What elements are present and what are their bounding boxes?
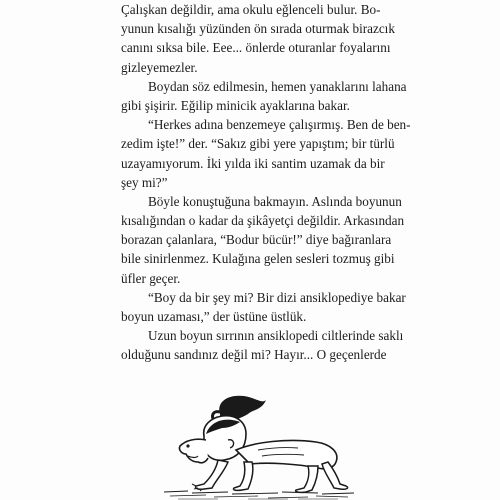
text-line: Boydan söz edilmesin, hemen yanaklarını lahana	[148, 78, 407, 94]
text-line: zedim işte!” der. “Sakız gibi yere yapıştım; bir türlü	[121, 136, 395, 152]
text-line: uzayamıyorum. İki yılda iki santim uzamak da bir	[121, 155, 385, 171]
text-line: olduğunu sandınız değil mi? Hayır... O geçenlerde	[121, 347, 387, 363]
text-line: gizleyemezler.	[121, 59, 198, 75]
text-line: Çalışkan değildir, ama okulu eğlenceli bulur. Bo-	[121, 2, 381, 17]
text-line: “Boy da bir şey mi? Bir dizi ansiklopediye bakar	[148, 289, 406, 305]
body-text	[121, 0, 411, 365]
text-line: kısalığından o kadar da şikâyetçi değildir. Arkasından	[121, 213, 405, 229]
text-line: boyun uzaması,” der üstüne üstlük.	[121, 309, 307, 324]
text-line: şey mi?”	[121, 174, 168, 190]
text-line: Uzun boyun sırrının ansiklopedi ciltlerinde saklı	[148, 328, 404, 344]
child-crawling-illustration	[158, 392, 358, 500]
text-line: bile sinirlenmez. Kulağına gelen sesleri tozmuş gibi	[121, 251, 395, 267]
text-line: gibi şişirir. Eğilip minicik ayaklarına bakar.	[121, 97, 350, 113]
text-line: Böyle konuştuğuna bakmayın. Aslında boyunun	[148, 193, 402, 209]
text-line: “Herkes adına benzemeye çalışırmış. Ben de ben-	[148, 117, 411, 133]
text-line: canını sıksa bile. Eee... önlerde oturanlar foyalarını	[121, 40, 391, 56]
text-line: yunun kısalığı yüzünden ön sırada oturmak birazcık	[121, 21, 395, 37]
text-line: üfler geçer.	[121, 270, 181, 286]
text-line: borazan çalanlara, “Bodur bücür!” diye bağıranlara	[121, 232, 392, 248]
